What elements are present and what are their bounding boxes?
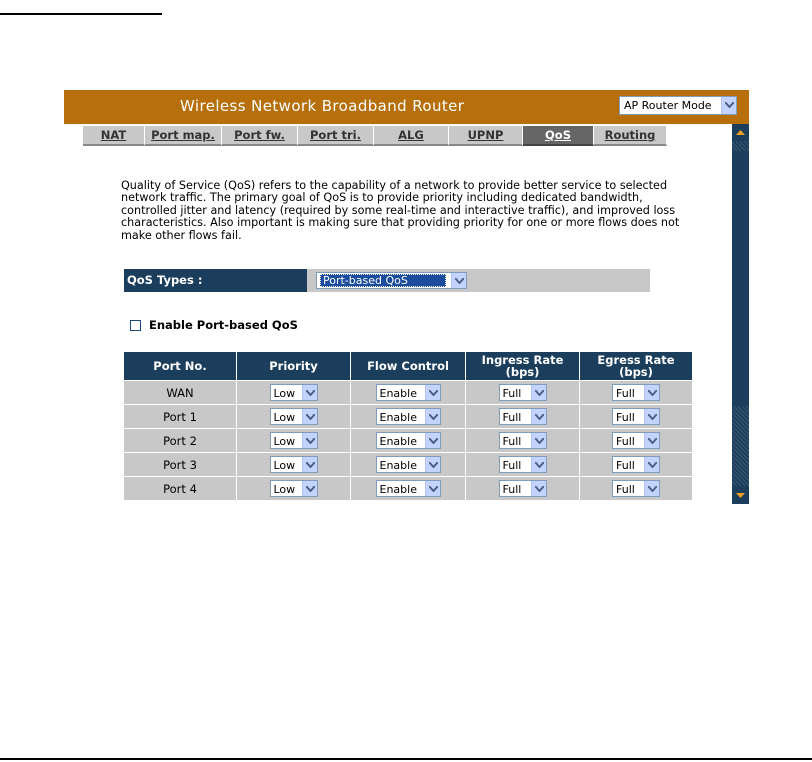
flow-control-select[interactable]: Enable [376,408,441,425]
priority-cell [237,405,351,429]
priority-cell [237,429,351,453]
tab-port-map[interactable]: Port map. [145,126,222,146]
port-no-cell: Port 3 [124,453,237,477]
priority-select[interactable]: Low [270,432,318,449]
egress-rate-select[interactable]: Full [612,408,660,425]
egress-rate-cell [580,453,693,477]
port-no-cell: Port 4 [124,477,237,501]
flow-control-cell [351,429,466,453]
ingress-rate-select[interactable]: Full [499,456,547,473]
scroll-track-grip [732,141,749,151]
port-no-cell: Port 1 [124,405,237,429]
ingress-rate-select[interactable]: Full [499,408,547,425]
tab-routing[interactable]: Routing [594,126,667,146]
tab-alg[interactable]: ALG [374,126,449,146]
chevron-down-icon [302,433,317,448]
egress-rate-select[interactable]: Full [612,456,660,473]
tab-upnp[interactable]: UPNP [449,126,523,146]
ingress-rate-cell [466,381,580,405]
qos-types-select[interactable] [316,272,467,289]
chevron-down-icon [451,273,466,288]
port-no-cell: WAN [124,381,237,405]
table-row [124,405,693,429]
bottom-rule [0,758,812,760]
flow-control-cell [351,477,466,501]
top-rule [0,13,162,15]
chevron-down-icon [302,457,317,472]
priority-select[interactable]: Low [270,480,318,497]
ingress-rate-cell [466,453,580,477]
table-row [124,381,693,405]
table-row [124,477,693,501]
enable-port-qos-checkbox[interactable] [130,320,141,331]
egress-rate-select[interactable]: Full [612,480,660,497]
chevron-down-icon [425,385,440,400]
chevron-down-icon [425,433,440,448]
chevron-down-icon [531,481,546,496]
flow-control-select[interactable]: Enable [376,384,441,401]
flow-control-select[interactable]: Enable [376,432,441,449]
egress-rate-select[interactable]: Full [612,384,660,401]
port-qos-table [123,351,693,501]
mode-select-value: AP Router Mode [624,99,712,112]
ingress-rate-select[interactable]: Full [499,480,547,497]
priority-cell [237,381,351,405]
flow-control-select[interactable]: Enable [376,480,441,497]
egress-rate-select[interactable]: Full [612,432,660,449]
tab-bar [83,126,667,146]
mode-select[interactable] [619,96,737,115]
chevron-down-icon [644,433,659,448]
chevron-down-icon [644,409,659,424]
header-port-no: Port No. [124,352,237,381]
tab-port-tri[interactable]: Port tri. [298,126,374,146]
header-flow-control: Flow Control [351,352,466,381]
chevron-down-icon [425,457,440,472]
chevron-down-icon [302,481,317,496]
tab-qos[interactable]: QoS [523,126,594,146]
chevron-down-icon [302,385,317,400]
flow-control-cell [351,453,466,477]
chevron-down-icon [531,433,546,448]
ingress-rate-cell [466,405,580,429]
chevron-down-icon [721,97,736,114]
qos-types-value: Port-based QoS [323,274,408,287]
qos-description: Quality of Service (QoS) refers to the capability of a network to provide better service to selected network traffic. The primary goal of QoS is to provide priority including dedicated bandwidth, controlled jitter and latency (required by some real-time and interactive traffic), and improved loss characteristics. Also important is making sure that providing priority for one or more flows does not make other flows fail. [121,179,680,242]
scroll-up-icon[interactable] [732,124,749,141]
header-ingress-rate: Ingress Rate (bps) [466,352,580,381]
chevron-down-icon [531,409,546,424]
table-row [124,453,693,477]
flow-control-cell [351,405,466,429]
port-no-cell: Port 2 [124,429,237,453]
flow-control-cell [351,381,466,405]
chevron-down-icon [644,457,659,472]
priority-select[interactable]: Low [270,384,318,401]
chevron-down-icon [531,457,546,472]
ingress-rate-cell [466,429,580,453]
table-row [124,429,693,453]
tab-nat[interactable]: NAT [83,126,145,146]
egress-rate-cell [580,429,693,453]
chevron-down-icon [425,409,440,424]
ingress-rate-select[interactable]: Full [499,432,547,449]
table-header-row [124,352,693,381]
page-title: Wireless Network Broadband Router [180,97,465,115]
priority-cell [237,453,351,477]
ingress-rate-select[interactable]: Full [499,384,547,401]
priority-cell [237,477,351,501]
router-frame [64,90,749,504]
tab-port-fw[interactable]: Port fw. [222,126,298,146]
flow-control-select[interactable]: Enable [376,456,441,473]
priority-select[interactable]: Low [270,456,318,473]
priority-select[interactable]: Low [270,408,318,425]
enable-port-qos-label: Enable Port-based QoS [149,318,298,332]
chevron-down-icon [531,385,546,400]
chevron-down-icon [302,409,317,424]
scroll-down-icon[interactable] [732,487,749,504]
egress-rate-cell [580,477,693,501]
scroll-thumb[interactable] [732,406,749,486]
enable-port-qos-row [130,318,298,332]
chevron-down-icon [644,385,659,400]
qos-types-label: QoS Types : [124,269,307,292]
chevron-down-icon [425,481,440,496]
egress-rate-cell [580,381,693,405]
chevron-down-icon [644,481,659,496]
header-priority: Priority [237,352,351,381]
header-bar [64,90,749,124]
egress-rate-cell [580,405,693,429]
qos-types-row [124,269,650,292]
vertical-scrollbar[interactable] [732,124,749,504]
ingress-rate-cell [466,477,580,501]
header-egress-rate: Egress Rate (bps) [580,352,693,381]
